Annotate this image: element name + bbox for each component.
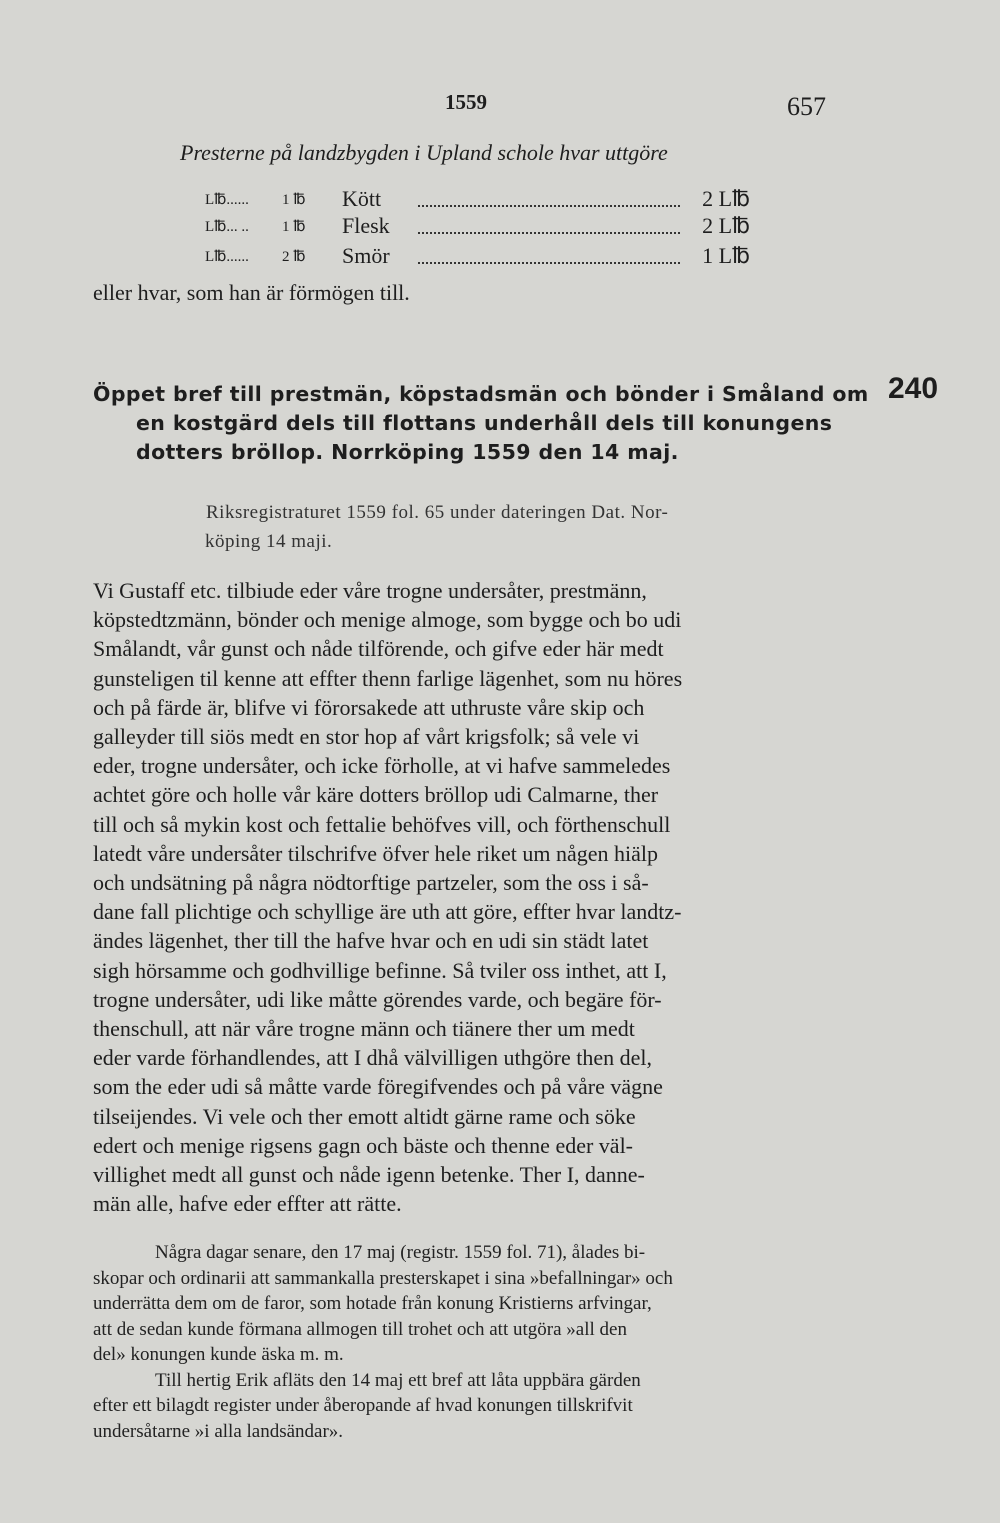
body-line: tilseijendes. Vi vele och ther emott altidt gärne rame och söke: [93, 1103, 636, 1129]
item-quantity: 1 ℔: [282, 219, 306, 235]
body-line: och på färde är, blifve vi förorsakede att uthruste våre skip och: [93, 694, 645, 720]
title-line: Öppet bref till prestmän, köpstadsmän och bönder i Småland om: [93, 382, 869, 406]
item-value: 1 L℔: [702, 243, 750, 268]
body-line: gunsteligen til kenne att effter thenn farlige lägenhet, som nu höres: [93, 665, 683, 691]
body-line: edert och menige rigsens gagn och bäste och thenne eder väl-: [93, 1132, 634, 1158]
body-line: thenschull, att när våre trogne männ och tiänere ther um medt: [93, 1016, 635, 1042]
body-line: eder varde förhandlendes, att I dhå välvilligen uthgöre then del,: [93, 1045, 652, 1071]
running-year: 1559: [445, 90, 487, 114]
note-line: Till hertig Erik afläts den 14 maj ett bref att låta uppbära gärden: [155, 1369, 641, 1391]
document-number: 240: [888, 372, 939, 405]
item-name: Flesk: [342, 213, 390, 238]
body-line: trogne undersåter, udi like måtte görendes varde, och begäre för-: [93, 986, 662, 1012]
note-line: att de sedan kunde förmana allmogen till trohet och att utgöra »all den: [93, 1318, 627, 1340]
body-line: Smålandt, vår gunst och nåde tilförende, och gifve eder här medt: [93, 636, 664, 662]
note-line: undersåtarne »i alla landsändar».: [93, 1420, 344, 1442]
title-line: dotters bröllop. Norrköping 1559 den 14 maj.: [136, 440, 679, 464]
item-value: 2 L℔: [702, 213, 750, 238]
letter-body: [93, 576, 863, 1218]
source-reference: [206, 498, 866, 556]
item-quantity: 1 ℔: [282, 192, 306, 208]
item-value: 2 L℔: [702, 186, 750, 211]
item-prefix: L℔... ..: [205, 219, 249, 235]
note-line: del» konungen kunde äska m. m.: [93, 1344, 344, 1365]
page-number: 657: [787, 92, 826, 121]
body-line: köpstedtzmänn, bönder och menige almoge, som bygge och bo udi: [93, 607, 682, 633]
body-line: latedt våre undersåter tilschrifve öfver hele riket um någen hiälp: [93, 840, 659, 866]
body-line: sigh hörsamme och godhvillige befinne. Så tviler oss inthet, att I,: [93, 957, 667, 983]
body-line: achtet göre och holle vår käre dotters bröllop udi Calmarne, ther: [93, 782, 659, 808]
note-line: skopar och ordinarii att sammankalla presterskapet i sina »befallningar» och: [93, 1267, 673, 1289]
item-prefix: L℔......: [205, 249, 249, 265]
title-line: en kostgärd dels till flottans underhåll dels till konungens: [136, 411, 833, 435]
leader-dots: [418, 262, 680, 264]
body-line: villighet medt all gunst och nåde igenn betenke. Ther I, danne-: [93, 1162, 645, 1188]
list-item: [205, 186, 750, 214]
note-line: underrätta dem om de faror, som hotade från konung Kristierns arfvingar,: [93, 1293, 652, 1314]
leader-dots: [418, 205, 680, 207]
list-heading: Presterne på landzbygden i Upland schole hvar uttgöre: [180, 140, 668, 165]
list-item: [205, 213, 750, 241]
note-line: efter ett bilagdt register under åberopande af hvad konungen tillskrifvit: [93, 1395, 633, 1416]
body-line: dane fall plichtige och schyllige äre uth att göre, effter hvar landtz-: [93, 899, 682, 925]
item-name: Smör: [342, 243, 390, 268]
body-line: som the eder udi så måtte varde föregifvendes och på våre vägne: [93, 1074, 663, 1100]
editorial-notes: [93, 1240, 863, 1444]
body-line: män alle, hafve eder effter att rätte.: [93, 1191, 402, 1217]
list-conclusion: eller hvar, som han är förmögen till.: [93, 280, 410, 305]
item-prefix: L℔......: [205, 192, 249, 208]
list-item: [205, 243, 750, 271]
body-line: och undsätning på några nödtorftige partzeler, som the oss i så-: [93, 870, 649, 896]
body-line: ändes lägenhet, ther till the hafve hvar och en udi sin städt latet: [93, 928, 649, 954]
body-line: till och så mykin kost och fettalie behöfves vill, och förthenschull: [93, 811, 671, 837]
body-line: Vi Gustaff etc. tilbiude eder våre trogne undersåter, prestmänn,: [93, 578, 647, 603]
leader-dots: [418, 232, 680, 234]
note-line: Några dagar senare, den 17 maj (registr. 1559 fol. 71), ålades bi-: [155, 1242, 646, 1263]
document-title: [93, 380, 869, 467]
item-quantity: 2 ℔: [282, 249, 306, 265]
body-line: galleyder till siös medt en stor hop af vårt krigsfolk; så vele vi: [93, 724, 640, 750]
item-name: Kött: [342, 186, 382, 211]
source-line: köping 14 maji.: [205, 531, 333, 552]
body-line: eder, trogne undersåter, och icke förholle, at vi hafve sammeledes: [93, 753, 671, 779]
source-line: Riksregistraturet 1559 fol. 65 under dateringen Dat. Nor-: [206, 502, 669, 523]
